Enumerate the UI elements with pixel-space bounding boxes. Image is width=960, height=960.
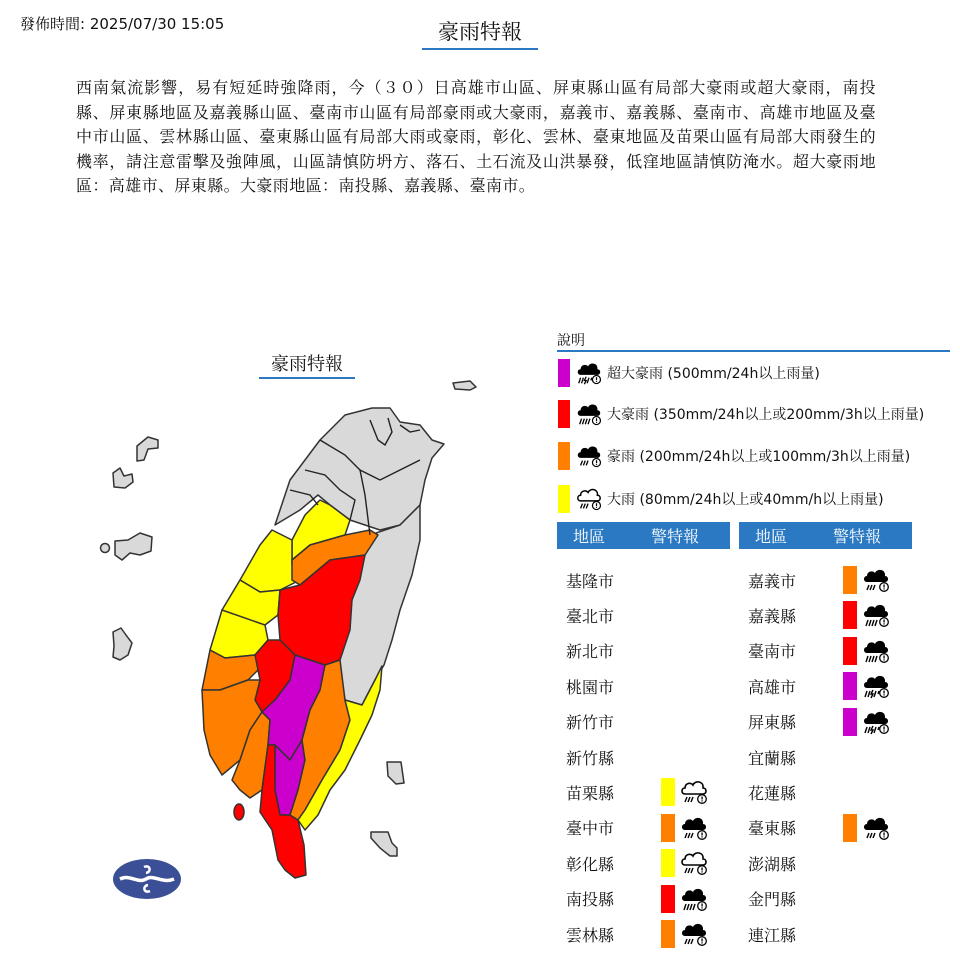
column-header-warning: 警特報 <box>833 527 882 546</box>
table-row <box>748 813 918 843</box>
table-row <box>566 813 736 843</box>
region-name: 桃園市 <box>566 677 615 697</box>
table-row <box>566 884 736 914</box>
cloud-outline-rain-icon <box>679 777 709 807</box>
legend-item-heavy <box>558 484 884 514</box>
table-row <box>748 671 918 701</box>
table-row <box>566 600 736 630</box>
table-row <box>566 671 736 701</box>
region-name: 屏東縣 <box>748 713 797 733</box>
warning-color-swatch <box>661 920 675 948</box>
region-name: 連江縣 <box>748 925 797 945</box>
island-xiaoliuqiu <box>234 804 244 820</box>
region-name: 嘉義縣 <box>748 606 797 626</box>
warning-color-swatch <box>843 566 857 594</box>
cwa-logo-icon <box>113 859 181 899</box>
warning-color-swatch <box>843 637 857 665</box>
legend-label: 大豪雨 (350mm/24h以上或200mm/3h以上雨量) <box>607 407 925 423</box>
table-row <box>748 636 918 666</box>
region-name: 基隆市 <box>566 571 615 591</box>
region-name: 嘉義市 <box>748 571 797 591</box>
table-row <box>748 707 918 737</box>
table-row <box>566 919 736 949</box>
legend-divider <box>557 350 950 352</box>
cloud-rain-icon <box>861 813 891 843</box>
cloud-heavy-rain-icon <box>575 400 603 428</box>
warning-color-swatch <box>843 814 857 842</box>
warning-color-swatch <box>843 601 857 629</box>
table-row <box>566 777 736 807</box>
region-name: 臺中市 <box>566 819 615 839</box>
table-row <box>748 565 918 595</box>
region-name: 澎湖縣 <box>748 854 797 874</box>
region-name: 宜蘭縣 <box>748 748 797 768</box>
region-name: 新竹縣 <box>566 748 615 768</box>
island-penghu-2 <box>101 544 110 553</box>
table-header-left <box>557 522 730 549</box>
legend-item-torrential <box>558 399 924 429</box>
warning-color-swatch <box>661 778 675 806</box>
color-swatch <box>558 485 570 513</box>
cloud-outline-rain-icon <box>679 848 709 878</box>
region-name: 金門縣 <box>748 890 797 910</box>
warning-color-swatch <box>661 885 675 913</box>
region-name: 雲林縣 <box>566 925 615 945</box>
region-name: 彰化縣 <box>566 854 615 874</box>
region-name: 高雄市 <box>748 677 797 697</box>
table-row <box>566 848 736 878</box>
table-header-right <box>739 522 912 549</box>
color-swatch <box>558 359 570 387</box>
column-header-region: 地區 <box>573 527 606 546</box>
cloud-rain-icon <box>861 565 891 595</box>
region-name: 新竹市 <box>566 713 615 733</box>
table-row <box>748 919 918 949</box>
cloud-heavy-rain-lightning-icon <box>861 707 891 737</box>
table-row <box>566 636 736 666</box>
island-orchid <box>371 832 397 856</box>
warning-color-swatch <box>661 849 675 877</box>
warning-color-swatch <box>843 708 857 736</box>
legend-label: 大雨 (80mm/24h以上或40mm/h以上雨量) <box>607 492 884 508</box>
cloud-rain-icon <box>575 442 603 470</box>
cloud-rain-icon <box>679 919 709 949</box>
cloud-heavy-rain-icon <box>861 600 891 630</box>
table-row <box>748 600 918 630</box>
island-green <box>387 762 404 784</box>
island-kinmen-2 <box>113 468 133 488</box>
color-swatch <box>558 400 570 428</box>
color-swatch <box>558 442 570 470</box>
region-name: 苗栗縣 <box>566 783 615 803</box>
cloud-outline-rain-icon <box>575 485 603 513</box>
island-penghu-1 <box>115 533 152 560</box>
table-row <box>748 742 918 772</box>
table-row <box>566 707 736 737</box>
legend-item-extreme-torrential <box>558 358 820 388</box>
region-name: 臺東縣 <box>748 819 797 839</box>
island-penghu-3 <box>113 628 132 660</box>
column-header-warning: 警特報 <box>651 527 700 546</box>
legend-label: 超大豪雨 (500mm/24h以上雨量) <box>607 366 820 382</box>
table-row <box>748 777 918 807</box>
region-name: 新北市 <box>566 642 615 662</box>
warning-color-swatch <box>843 672 857 700</box>
warning-color-swatch <box>661 814 675 842</box>
region-name: 南投縣 <box>566 890 615 910</box>
cloud-heavy-rain-icon <box>679 884 709 914</box>
legend-title: 說明 <box>557 333 585 349</box>
table-row <box>748 884 918 914</box>
cloud-heavy-rain-icon <box>861 636 891 666</box>
cloud-heavy-rain-lightning-icon <box>575 359 603 387</box>
page-title: 豪雨特報 <box>422 16 538 50</box>
table-row <box>566 742 736 772</box>
map-title: 豪雨特報 <box>259 350 355 379</box>
column-header-region: 地區 <box>755 527 788 546</box>
warning-description: 西南氣流影響，易有短延時強降雨，今（３０）日高雄市山區、屏東縣山區有局部大豪雨或超大豪雨，南投縣、屏東縣地區及嘉義縣山區、臺南市山區有局部豪雨或大豪雨，嘉義市、嘉義縣、臺南市、高雄市地區及臺中市山區、雲林縣山區、臺東縣山區有局部大雨或豪雨，彰化、雲林、臺東地區及苗栗山區有局部大雨發生的機率，請注意雷擊及強陣風，山區請慎防坍方、落石、土石流及山洪暴發，低窪地區請慎防淹水。超大豪雨地區：高雄市、屏東縣。大豪雨地區：南投縣、嘉義縣、臺南市。 <box>76 78 876 195</box>
region-taichung-coast <box>240 530 300 592</box>
publish-time: 發佈時間: 2025/07/30 15:05 <box>20 15 225 33</box>
table-row <box>566 565 736 595</box>
island-matsu <box>453 381 476 390</box>
cloud-rain-icon <box>679 813 709 843</box>
legend-item-extremely-heavy <box>558 441 910 471</box>
island-kinmen-1 <box>137 437 158 461</box>
region-name: 臺北市 <box>566 606 615 626</box>
legend-label: 豪雨 (200mm/24h以上或100mm/3h以上雨量) <box>607 449 911 465</box>
cloud-heavy-rain-lightning-icon <box>861 671 891 701</box>
taiwan-warning-map <box>90 340 510 900</box>
region-name: 花蓮縣 <box>748 783 797 803</box>
table-row <box>748 848 918 878</box>
region-name: 臺南市 <box>748 642 797 662</box>
